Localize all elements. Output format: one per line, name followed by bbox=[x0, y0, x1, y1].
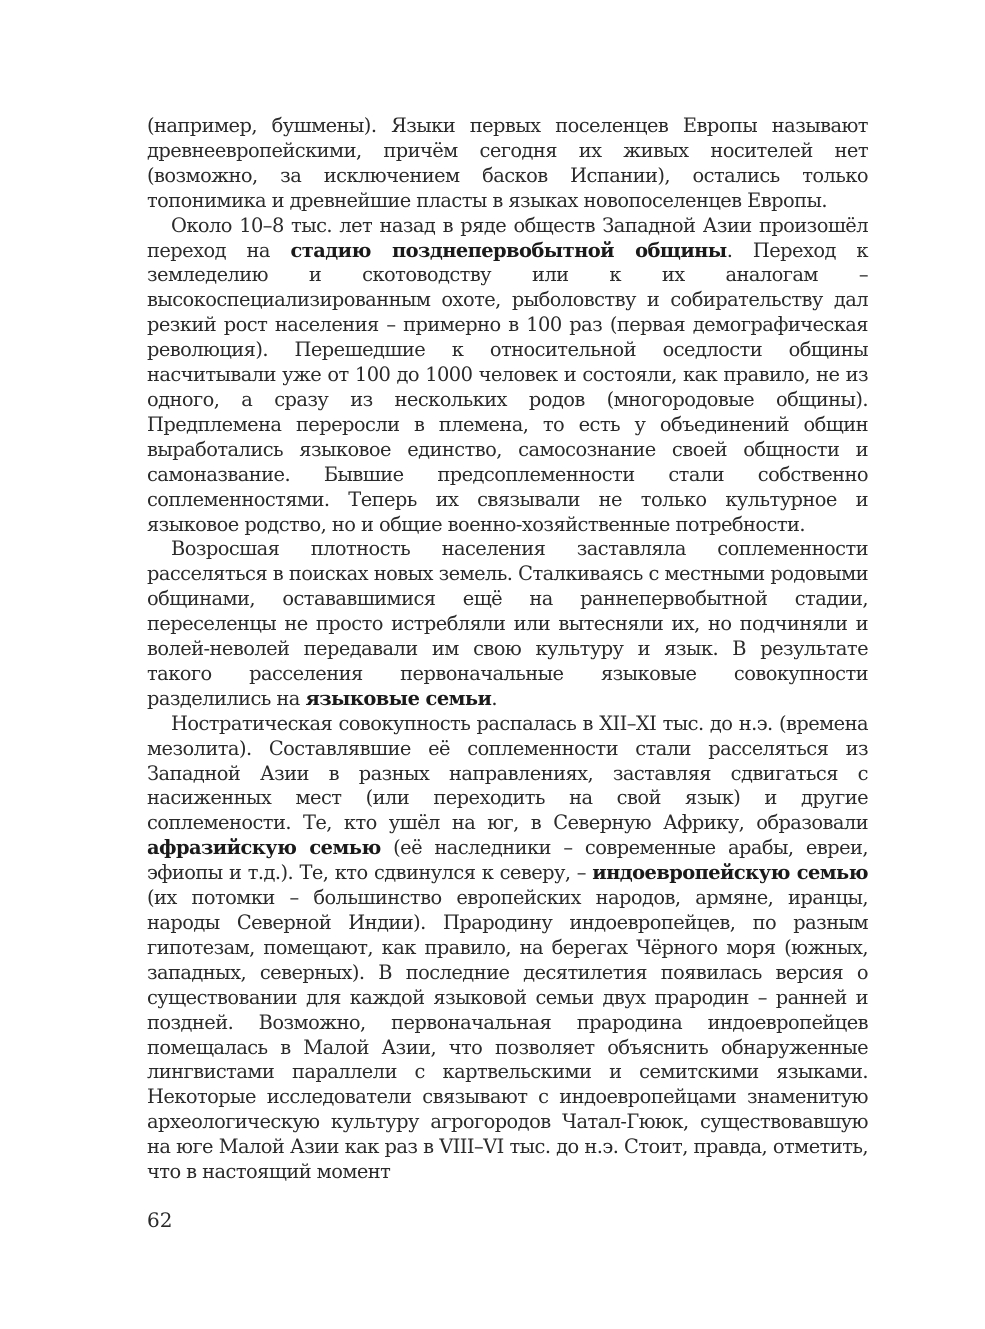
paragraph-text: Возросшая плотность населения заставляла соплеменности расселяться в поисках новых земель. Сталкиваясь с местными родовыми общинами, остававшимися ещё на раннепервобытной стадии, переселенцы не просто истребляли или вытесняли их, но подчиняли и волей-неволей передавали им свою культуру и язык. В результате такого расселения первоначальные языковые совокупности разделились на bbox=[147, 537, 868, 710]
paragraph-text: Около 10–8 тыс. лет назад в ряде обществ Западной Азии произошёл переход на bbox=[147, 213, 868, 262]
paragraph-1 bbox=[147, 114, 868, 214]
page-body bbox=[147, 114, 868, 1185]
bold-term: афразийскую семью bbox=[147, 836, 381, 860]
paragraph-text: (их потомки – большинство европейских народов, армяне, иранцы, народы Северной Индии). Прародину индоевропейцев, по разным гипотезам, помещают, как правило, на берегах Чёрного моря (южных, западных, северных). В последние десятилетия появилась версия о существовании для каждой языковой семьи двух прародин – ранней и поздней. Возможно, первоначальная прародина индоевропейцев помещалась в Малой Азии, что позволяет объяснить обнаруженные лингвистами параллели с картвельскими и семитскими языками. Некоторые исследователи связывают с индоевропейцами знаменитую археологическую культуру агрогородов Чатал-Гююк, существовавшую на юге Малой Азии как раз в VIII–VI тыс. до н.э. Стоит, правда, отметить, что в настоящий момент bbox=[147, 886, 868, 1184]
paragraph-2 bbox=[147, 214, 868, 538]
paragraph-text: . bbox=[491, 686, 497, 710]
paragraph-3 bbox=[147, 537, 868, 711]
paragraph-text: . Переход к земледелию и скотоводству или к их аналогам – высокоспециализированным охоте, рыболовству и собирательству дал резкий рост населения – примерно в 100 раз (первая демографическая революция). Перешедшие к относительной оседлости общины насчитывали уже от 100 до 1000 человек и состояли, как правило, не из одного, а сразу из нескольких родов (многородовые общины). Предплемена переросли в племена, то есть у объединений общин выработались языковое единство, самосознание своей общности и самоназвание. Бывшие предсоплеменности стали собственно соплеменностями. Теперь их связывали не только культурное и языковое родство, но и общие военно-хозяйственные потребности. bbox=[147, 238, 868, 536]
paragraph-text: (например, бушмены). Языки первых поселенцев Европы называют древнеевропейскими, причём сегодня их живых носителей нет (возможно, за исключением басков Испании), остались только топонимика и древнейшие пласты в языках новопоселенцев Европы. bbox=[147, 114, 868, 212]
page-number: 62 bbox=[147, 1208, 173, 1232]
paragraph-text: (её наследники – современные арабы, евреи, эфиопы и т.д.). Те, кто сдвинулся к северу, – bbox=[147, 836, 868, 885]
bold-term: индоевропейскую семью bbox=[592, 861, 868, 885]
paragraph-4 bbox=[147, 712, 868, 1185]
bold-term: стадию позднепервобытной общины bbox=[290, 238, 727, 262]
bold-term: языковые семьи bbox=[305, 686, 492, 710]
paragraph-text: Ностратическая совокупность распалась в XII–XI тыс. до н.э. (времена мезолита). Составлявшие её соплеменности стали расселяться из Западной Азии в разных направлениях, заставляя сдвигаться с насиженных мест (или переходить на свой язык) и другие соплемености. Те, кто ушёл на юг, в Северную Африку, образовали bbox=[147, 711, 868, 835]
